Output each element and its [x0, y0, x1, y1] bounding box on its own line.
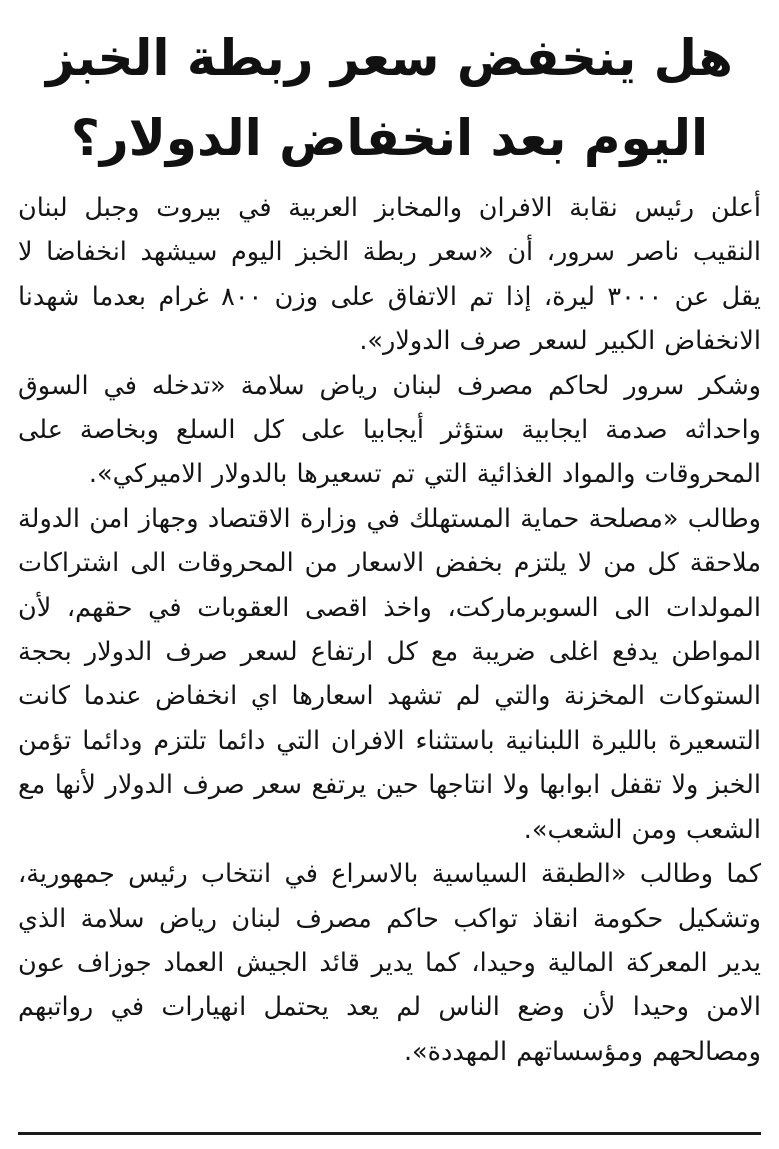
headline-line-1: هل ينخفض سعر ربطة الخبز [46, 29, 733, 87]
paragraph-3: وطالب «مصلحة حماية المستهلك في وزارة الاقتصاد وجهاز امن الدولة ملاحقة كل من لا يلتزم بخفض الاسعار من المحروقات الى اشتراكات المولدات الى السوبرماركت، واخذ اقصى العقوبات في حقهم، لأن المواطن يدفع اغلى ضريبة مع كل ارتفاع لسعر صرف الدولار بحجة الستوكات المخزنة والتي لم تشهد اسعارها اي انخفاض عندما كانت التسعيرة بالليرة اللبنانية باستثناء الافران التي دائما تلتزم ودائما تؤمن الخبز ولا تقفل ابوابها ولا انتاجها حين يرتفع سعر صرف الدولار لأنها مع الشعب ومن الشعب». [18, 503, 761, 845]
paragraph-1: أعلن رئيس نقابة الافران والمخابز العربية في بيروت وجبل لبنان النقيب ناصر سرور، أن «سعر ربطة الخبز اليوم سيشهد انخفاضا لا يقل عن ٣٠٠٠ ليرة، إذا تم الاتفاق على وزن ٨٠٠ غرام بعدما شهدنا الانخفاض الكبير لسعر صرف الدولار». [18, 193, 761, 357]
bottom-divider [18, 1132, 761, 1135]
headline-line-2: اليوم بعد انخفاض الدولار؟ [70, 109, 709, 167]
article-body [18, 186, 761, 1074]
article-headline [18, 0, 761, 178]
paragraph-4: كما وطالب «الطبقة السياسية بالاسراع في انتخاب رئيس جمهورية، وتشكيل حكومة انقاذ تواكب حاكم مصرف لبنان رياض سلامة الذي يدير المعركة المالية وحيدا، كما يدير قائد الجيش العماد جوزاف عون الامن وحيدا لأن وضع الناس لم يعد يحتمل انهيارات في رواتبهم ومصالحهم ومؤسساتهم المهددة». [18, 859, 761, 1067]
paragraph-2: وشكر سرور لحاكم مصرف لبنان رياض سلامة «تدخله في السوق واحداثه صدمة ايجابية ستؤثر أيجابيا على كل السلع وبخاصة على المحروقات والمواد الغذائية التي تم تسعيرها بالدولار الاميركي». [18, 370, 761, 490]
news-article [18, 0, 761, 1074]
